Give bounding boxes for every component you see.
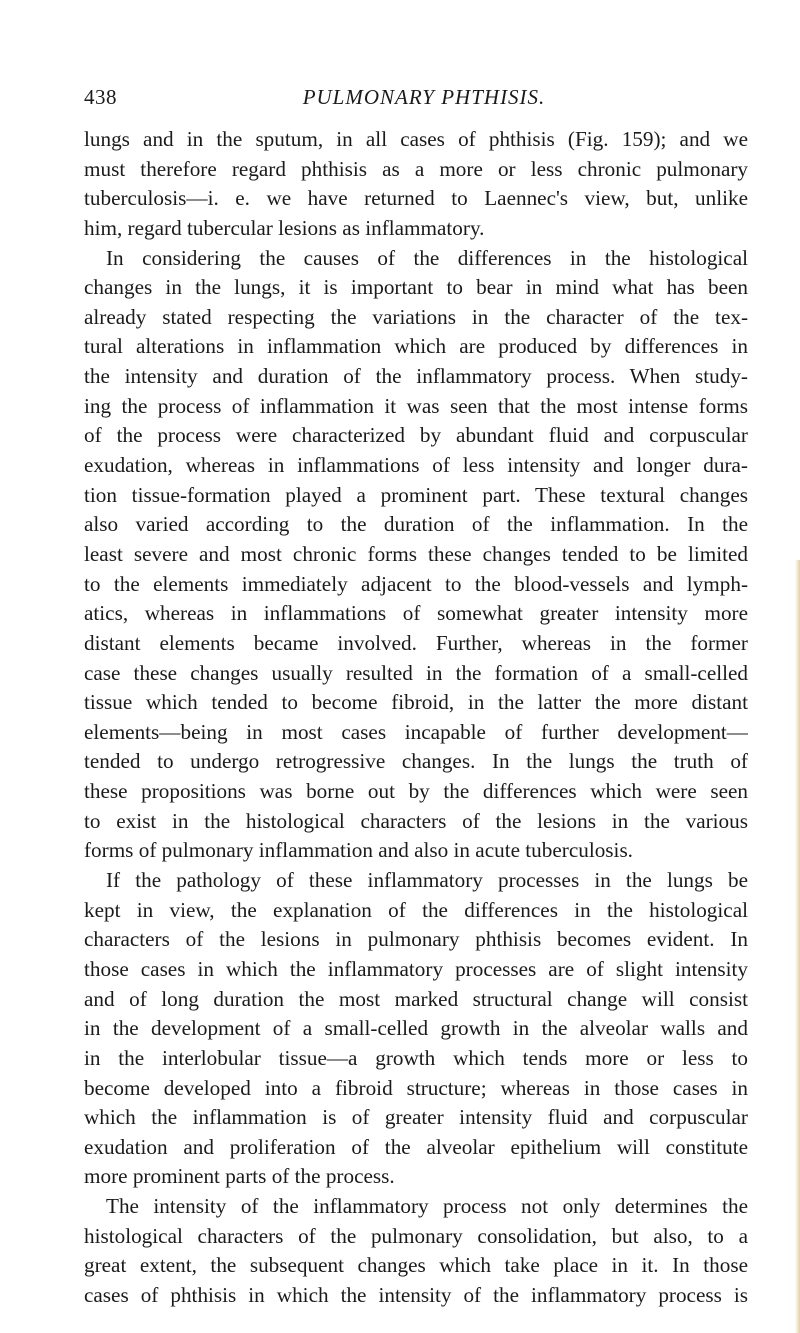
text-line: which the inflammation is of greater intensity fluid and corpuscular (84, 1105, 748, 1130)
text-line: in the development of a small-celled growth in the alveolar walls and (84, 1016, 748, 1041)
text-line: forms of pulmonary inflammation and also in acute tuberculosis. (84, 838, 633, 863)
body-text (84, 125, 748, 1311)
text-line: more prominent parts of the process. (84, 1164, 395, 1189)
text-line: to the elements immediately adjacent to the blood-vessels and lymph- (84, 571, 748, 596)
running-title: PULMONARY PHTHISIS. (302, 85, 546, 109)
text-line: must therefore regard phthisis as a more or less chronic pulmonary (84, 156, 748, 181)
text-line: the intensity and duration of the inflammatory process. When study- (84, 364, 748, 389)
text-line: kept in view, the explanation of the differences in the histological (84, 897, 748, 922)
text-line: changes in the lungs, it is important to bear in mind what has been (84, 275, 748, 300)
text-line: least severe and most chronic forms these changes tended to be limited (84, 541, 748, 566)
text-line: The intensity of the inflammatory process not only determines the (106, 1194, 748, 1219)
text-line: exudation, whereas in inflammations of less intensity and longer dura- (84, 453, 748, 478)
text-line: elements—being in most cases incapable of further development— (84, 719, 748, 744)
text-line: already stated respecting the variations in the character of the tex- (84, 304, 748, 329)
text-line: tion tissue-formation played a prominent part. These textural changes (84, 482, 748, 507)
text-line: become developed into a fibroid structure; whereas in those cases in (84, 1075, 748, 1100)
text-line: to exist in the histological characters of the lesions in the various (84, 808, 748, 833)
text-line: these propositions was borne out by the differences which were seen (84, 779, 748, 804)
text-line: tural alterations in inflammation which are produced by differences in (84, 334, 748, 359)
text-line: also varied according to the duration of the inflammation. In the (84, 512, 748, 537)
text-line: histological characters of the pulmonary consolidation, but also, to a (84, 1223, 748, 1248)
text-line: atics, whereas in inflammations of somewhat greater intensity more (84, 601, 748, 626)
text-line: cases of phthisis in which the intensity of the inflammatory process is (84, 1282, 748, 1307)
page-edge-shadow (795, 560, 800, 1333)
text-line: those cases in which the inflammatory processes are of slight intensity (84, 956, 748, 981)
text-line: tended to undergo retrogressive changes. In the lungs the truth of (84, 749, 748, 774)
text-line: case these changes usually resulted in the formation of a small-celled (84, 660, 748, 685)
page-number: 438 (84, 85, 117, 109)
text-line: characters of the lesions in pulmonary phthisis becomes evident. In (84, 927, 748, 952)
running-head (84, 82, 744, 112)
text-line: If the pathology of these inflammatory processes in the lungs be (106, 868, 748, 893)
text-line: exudation and proliferation of the alveolar epithelium will constitute (84, 1134, 748, 1159)
text-line: him, regard tubercular lesions as inflammatory. (84, 215, 485, 240)
text-line: great extent, the subsequent changes which take place in it. In those (84, 1253, 748, 1278)
text-line: tissue which tended to become fibroid, in the latter the more distant (84, 690, 748, 715)
text-line: lungs and in the sputum, in all cases of phthisis (Fig. 159); and we (84, 127, 748, 151)
text-line: tuberculosis—i. e. we have returned to Laennec's view, but, unlike (84, 186, 748, 211)
text-line: in the interlobular tissue—a growth which tends more or less to (84, 1045, 748, 1070)
text-line: of the process were characterized by abundant fluid and corpuscular (84, 423, 748, 448)
text-line: In considering the causes of the differences in the histological (106, 245, 748, 270)
text-line: ing the process of inflammation it was seen that the most intense forms (84, 393, 748, 418)
text-line: distant elements became involved. Further, whereas in the former (84, 630, 748, 655)
text-line: and of long duration the most marked structural change will consist (84, 986, 748, 1011)
